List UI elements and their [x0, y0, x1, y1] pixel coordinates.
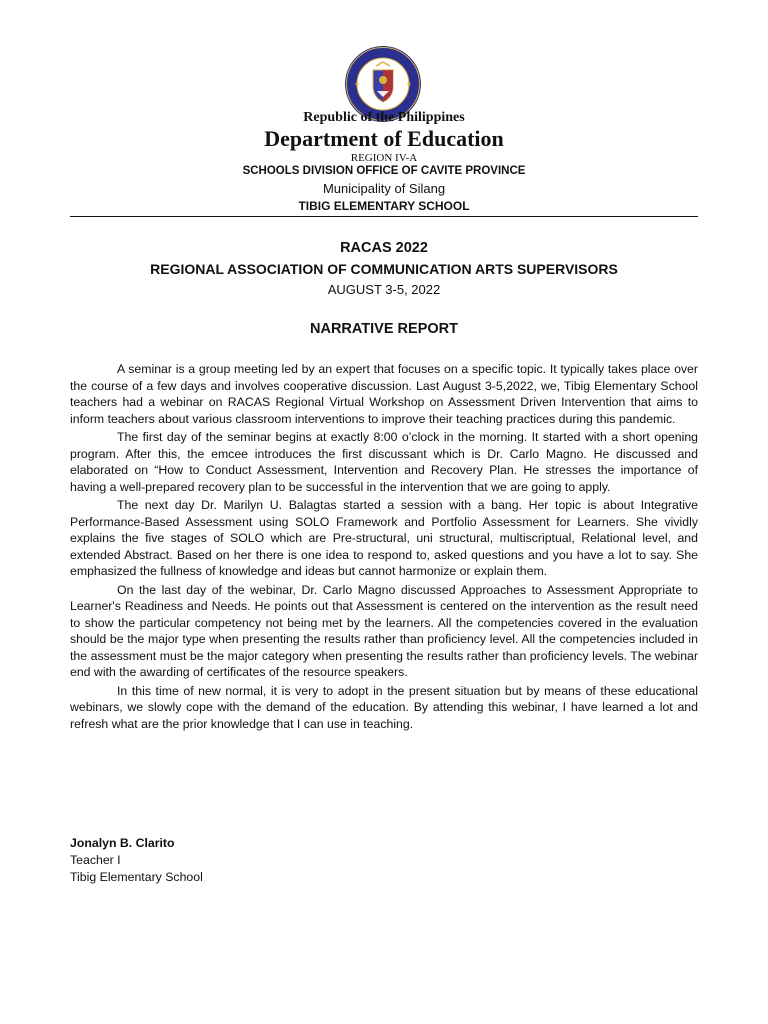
paragraph-1: A seminar is a group meeting led by an expert that focuses on a specific topic. It typically takes place over the course of a few days and involves cooperative discussion. Last August 3-5,2022, we, Tibig Elementary School teachers had a webinar on RACAS Regional Virtual Workshop on Assessment Driven Intervention that aims to inform teachers about various classroom interventions to improve their teaching practices during this pandemic. [70, 362, 698, 426]
report-body [70, 361, 698, 734]
signatory-name: Jonalyn B. Clarito [70, 836, 175, 850]
signatory-school: Tibig Elementary School [70, 870, 203, 884]
division-heading: SCHOOLS DIVISION OFFICE OF CAVITE PROVINCE [242, 165, 526, 177]
paragraph-2: The first day of the seminar begins at exactly 8:00 o’clock in the morning. It started with a short opening program. After this, the emcee introduces the first discussant which is Dr. Carlo Magno. He discussed and elaborated on “How to Conduct Assessment, Intervention and Recovery Plan. He stresses the importance of having a well-prepared recovery plan to be successful in the intervention that we are going to apply. [70, 429, 698, 494]
event-date: AUGUST 3-5, 2022 [327, 282, 441, 297]
report-title: NARRATIVE REPORT [310, 321, 458, 337]
header-divider [70, 216, 698, 217]
department-heading: Department of Education [264, 126, 504, 151]
association-title: REGIONAL ASSOCIATION OF COMMUNICATION ARTS SUPERVISORS [150, 261, 618, 277]
municipality-heading: Municipality of Silang [322, 181, 446, 196]
republic-heading: Republic of the Philippines [303, 110, 465, 125]
paragraph-3: The next day Dr. Marilyn U. Balagtas started a session with a bang. Her topic is about Integrative Performance-Based Assessment using SOLO Framework and Portfolio Assessment for Learners. She vividly explains the five stages of SOLO which are Pre-structural, uni structural, multiscriptual, Relational level, and extended Abstract. Based on her there is one idea to respond to, asked questions and you have a lot to say. She emphasized the fullness of knowledge and ideas but cannot harmonize or explain them. [70, 497, 698, 579]
paragraph-4: On the last day of the webinar, Dr. Carlo Magno discussed Approaches to Assessment Appropriate to Learner's Readiness and Needs. He points out that Assessment is centered on the intervention as the result need to show the particular competency not being met by the learners. All the competencies covered in the evaluation should be the major type when presenting the results rather than proficiency level. All the competencies included in the assessment must be the major category when presenting the results rather than proficiency levels. The webinar end with the awarding of certificates of the resource speakers. [70, 582, 698, 680]
event-title: RACAS 2022 [340, 240, 428, 256]
region-heading: REGION IV-A [350, 152, 418, 164]
signatory-position: Teacher I [70, 853, 121, 867]
paragraph-5: In this time of new normal, it is very to adopt in the present situation but by means of these educational webinars, we slowly cope with the demand of the education. By attending this webinar, I have learned a lot and refresh what are the prior knowledge that I can use in teaching. [70, 683, 698, 731]
school-heading: TIBIG ELEMENTARY SCHOOL [298, 199, 470, 213]
